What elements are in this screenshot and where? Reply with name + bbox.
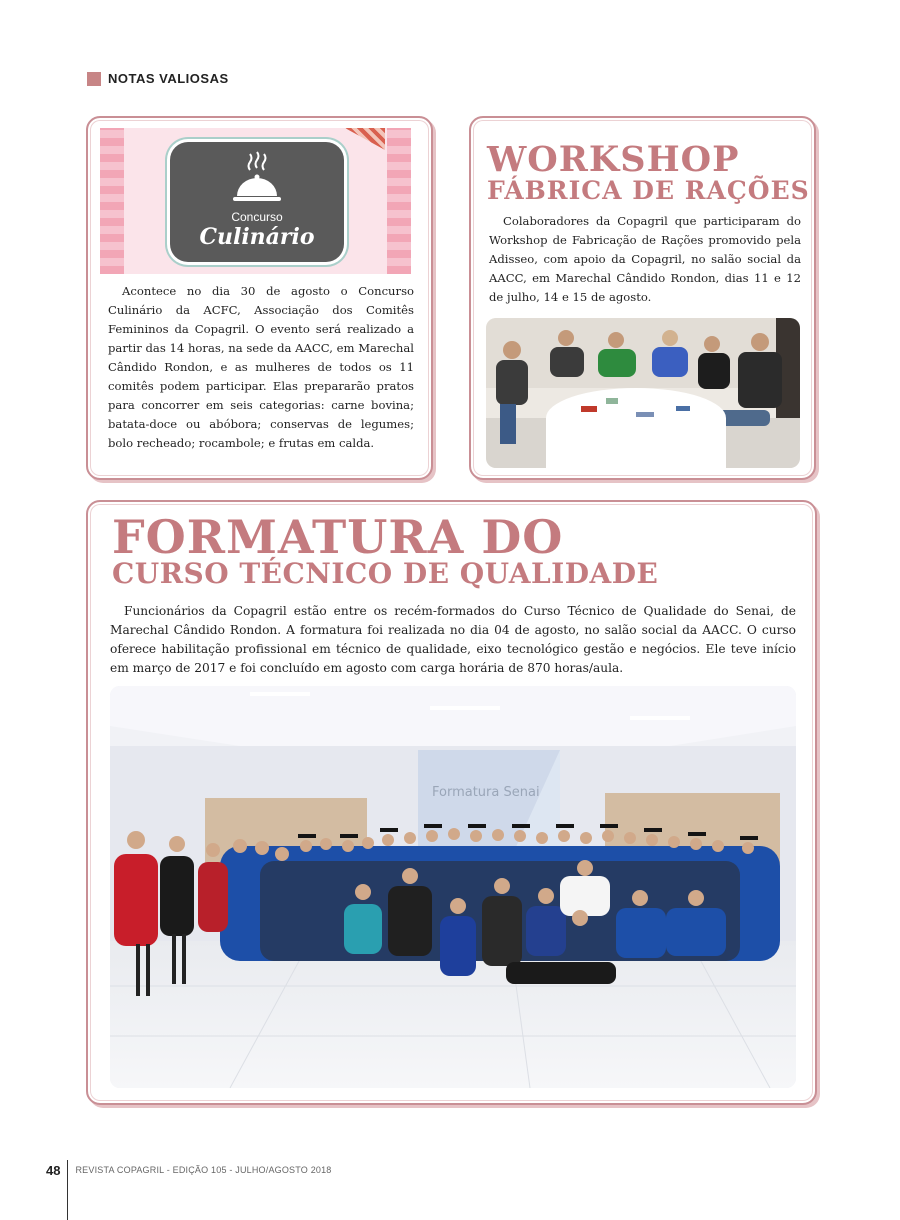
banner-big-text: Culinário [199,224,315,250]
workshop-article [469,116,816,480]
formatura-body: Funcionários da Copagril estão entre os recém-formados do Curso Técnico de Qualidade do Senai, de Marechal Cândido Rondon. A formatura foi realizada no dia 04 de agosto, no salão social da AACC. O curso oferece habilitação profissional em técnico de qualidade, eixo tecnológico gestão e negócios. Ele teve início em março de 2017 e foi concluído em agosto com carga horária de 870 horas/aula. [110,604,796,675]
banner-stripe-right [387,128,411,274]
banner-tablecloth [345,128,385,150]
formatura-title: FORMATURA DO [112,510,564,564]
screen-text: Formatura Senai [432,785,540,800]
banner-stripe-left [100,128,124,274]
formatura-article [86,500,817,1105]
banner-small-text: Concurso [231,210,283,224]
workshop-body: Colaboradores da Copagril que participaram do Workshop de Fabricação de Rações promovido pela Adisseo, com apoio da Copagril, no salão social da AACC, em Marechal Cândido Rondon, dias 11 e 12 de julho, 14 e 15 de agosto. [489,214,801,304]
culinario-body: Acontece no dia 30 de agosto o Concurso Culinário da ACFC, Associação dos Comitês Femininos da Copagril. O evento será realizado a partir das 14 horas, na sede da AACC, em Marechal Cândido Rondon, e as mulheres de todos os 11 comitês podem participar. Elas prepararão pratos para concorrer em seis categorias: carne bovina; batata-doce ou abóbora; conservas de legumes; bolo recheado; rocambole; e frutas em calda. [108,284,414,450]
formatura-subtitle: CURSO TÉCNICO DE QUALIDADE [112,557,659,590]
section-header [87,71,229,86]
culinario-banner [100,128,411,274]
workshop-photo-illustration [486,318,800,468]
page-number: 48 [46,1162,61,1178]
section-label: NOTAS VALIOSAS [108,71,229,86]
workshop-photo [486,318,800,468]
cloche-icon [228,150,286,208]
section-square-icon [87,72,101,86]
footer-divider [67,1160,68,1220]
culinario-badge [170,142,344,262]
workshop-subtitle: FÁBRICA DE RAÇÕES [487,176,810,205]
page-footer [46,1140,332,1200]
graduation-photo-illustration [110,686,796,1088]
workshop-title: WORKSHOP [487,139,740,180]
formatura-group-photo [110,686,796,1088]
culinario-article [86,116,433,480]
magazine-credit: REVISTA COPAGRIL - EDIÇÃO 105 - JULHO/AGOSTO 2018 [75,1165,332,1175]
